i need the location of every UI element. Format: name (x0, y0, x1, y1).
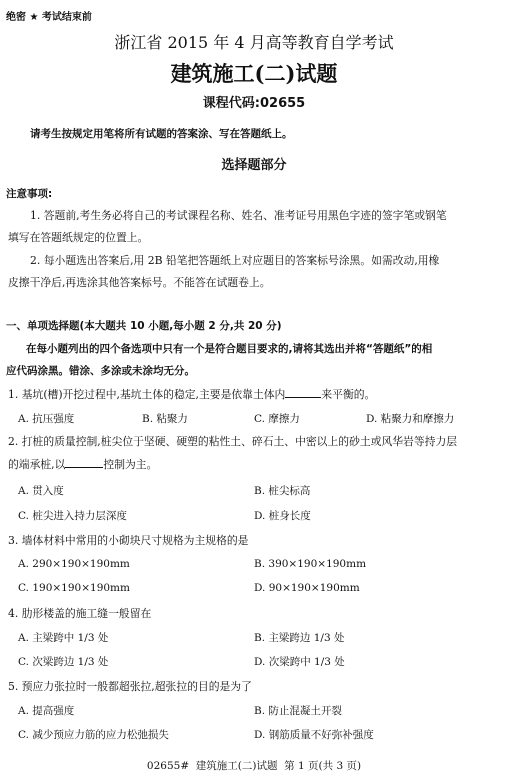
question-1-stem: 1. 基坑(槽)开挖过程中,基坑土体的稳定,主要是依靠土体内 来平衡的。 (8, 388, 376, 401)
question-4-option-a: A. 主梁跨中 1/3 处 (18, 632, 109, 644)
question-1-option-a: A. 抗压强度 (18, 413, 75, 425)
question-3-option-b: B. 390×190×190mm (254, 558, 367, 570)
question-3-option-a: A. 290×190×190mm (18, 558, 130, 570)
question-5-option-d: D. 钢筋质量不好弥补强度 (254, 729, 374, 741)
answer-blank (285, 397, 321, 398)
question-5-stem: 5. 预应力张拉时一般都超张拉,超张拉的目的是为了 (8, 680, 252, 693)
note-2-line-1: 2. 每小题选出答案后,用 2B 铅笔把答题纸上对应题目的答案标号涂黑。如需改动,用橡 (30, 254, 440, 267)
question-3-option-c: C. 190×190×190mm (18, 582, 130, 594)
question-1-option-d: D. 粘聚力和摩擦力 (366, 413, 455, 425)
question-5-option-c: C. 减少预应力筋的应力松弛损失 (18, 729, 169, 741)
section-1-title: 一、单项选择题(本大题共 10 小题,每小题 2 分,共 20 分) (6, 320, 282, 332)
question-1-option-c: C. 摩擦力 (254, 413, 300, 425)
note-2-line-2: 皮擦干净后,再选涂其他答案标号。不能答在试题卷上。 (8, 276, 271, 289)
note-1-line-1: 1. 答题前,考生务必将自己的考试课程名称、姓名、准考证号用黑色字迹的签字笔或钢笔 (30, 209, 447, 222)
question-2-option-a: A. 贯入度 (18, 485, 64, 497)
page-footer: 02655# 建筑施工(二)试题 第 1 页(共 3 页) (146, 760, 362, 772)
question-2-stem-line-1: 2. 打桩的质量控制,桩尖位于坚硬、硬塑的粘性土、碎石土、中密以上的砂土或风华岩等持力层 (8, 435, 458, 448)
question-2-option-c: C. 桩尖进入持力层深度 (18, 510, 127, 522)
course-title: 建筑施工(二)试题 (170, 61, 338, 86)
question-2-stem-line-2: 的端承桩,以 控制为主。 (8, 458, 158, 471)
notes-title: 注意事项: (6, 188, 53, 200)
question-4-option-b: B. 主梁跨边 1/3 处 (254, 632, 345, 644)
note-1-line-2: 填写在答题纸规定的位置上。 (8, 231, 149, 244)
question-2-option-b: B. 桩尖标高 (254, 485, 311, 497)
question-2-option-d: D. 桩身长度 (254, 510, 311, 522)
question-3-option-d: D. 90×190×190mm (254, 582, 360, 594)
section-1-desc-line-1: 在每小题列出的四个备选项中只有一个是符合题目要求的,请将其选出并将“答题纸”的相 (26, 343, 433, 355)
part-title: 选择题部分 (221, 158, 287, 173)
section-1-desc-line-2: 应代码涂黑。错涂、多涂或未涂均无分。 (6, 365, 195, 377)
question-4-option-c: C. 次梁跨边 1/3 处 (18, 656, 109, 668)
question-4-stem: 4. 肋形楼盖的施工缝一般留在 (8, 607, 152, 620)
question-3-stem: 3. 墙体材料中常用的小砌块尺寸规格为主规格的是 (8, 534, 249, 547)
course-code: 课程代码:02655 (202, 96, 306, 111)
question-4-option-d: D. 次梁跨中 1/3 处 (254, 656, 345, 668)
question-1-option-b: B. 粘聚力 (142, 413, 188, 425)
answer-instruction: 请考生按规定用笔将所有试题的答案涂、写在答题纸上。 (30, 128, 293, 140)
answer-blank (65, 467, 103, 468)
secret-label: 绝密 ★ 考试结束前 (6, 12, 92, 23)
question-5-option-a: A. 提高强度 (18, 705, 75, 717)
question-5-option-b: B. 防止混凝土开裂 (254, 705, 342, 717)
exam-title: 浙江省 2015 年 4 月高等教育自学考试 (114, 33, 394, 52)
